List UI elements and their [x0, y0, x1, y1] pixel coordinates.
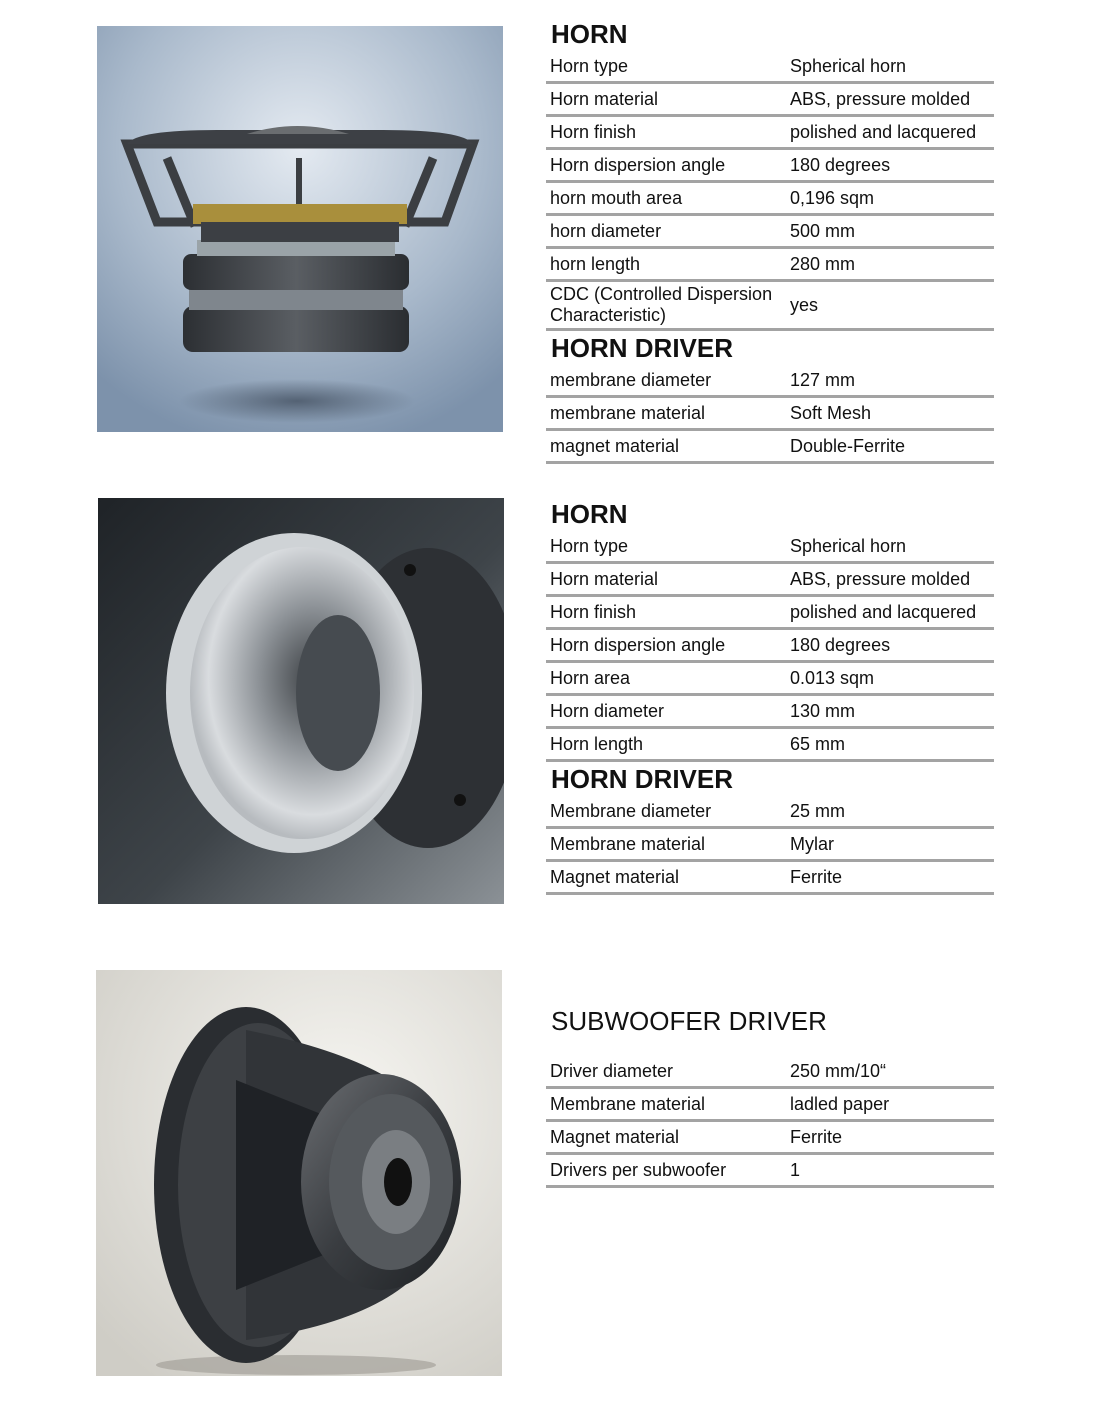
spec-label: Driver diameter — [550, 1060, 674, 1081]
spec-value: Ferrite — [790, 866, 843, 887]
spec-value: ABS, pressure molded — [790, 568, 971, 589]
spec-value: Soft Mesh — [790, 402, 872, 423]
spec-label: Horn finish — [550, 121, 637, 142]
spec-row — [546, 216, 994, 249]
spec-value: 65 mm — [790, 733, 846, 754]
spec-value: polished and lacquered — [790, 121, 977, 142]
spec-row — [546, 398, 994, 431]
horn-driver-heading: HORN DRIVER — [551, 764, 734, 794]
spec-section-3 — [546, 1006, 994, 1188]
spec-label: horn diameter — [550, 220, 662, 241]
spec-label: membrane material — [550, 402, 706, 423]
spec-row — [546, 1089, 994, 1122]
spec-value: yes — [790, 294, 819, 315]
spec-value: Ferrite — [790, 1126, 843, 1147]
spec-value: polished and lacquered — [790, 601, 977, 622]
spec-row — [546, 663, 994, 696]
horn-driver-heading: HORN DRIVER — [551, 333, 734, 363]
spec-row — [546, 564, 994, 597]
spec-label: Membrane material — [550, 833, 706, 854]
spec-row — [546, 1155, 994, 1188]
spec-row — [546, 597, 994, 630]
subwoofer-driver-photo — [96, 970, 502, 1376]
spec-row — [546, 862, 994, 895]
spec-row — [546, 796, 994, 829]
spec-label: Membrane diameter — [550, 800, 712, 821]
spec-row — [546, 431, 994, 464]
spec-row — [546, 1122, 994, 1155]
spec-label: Horn dispersion angle — [550, 154, 726, 175]
horn-heading: HORN — [551, 19, 628, 49]
spec-section-1 — [546, 19, 994, 464]
spec-value: ABS, pressure molded — [790, 88, 971, 109]
spec-value: 280 mm — [790, 253, 856, 274]
horn-heading: HORN — [551, 499, 628, 529]
spec-row — [546, 150, 994, 183]
spec-value: 130 mm — [790, 700, 856, 721]
spec-label: Horn finish — [550, 601, 637, 622]
spec-value: 127 mm — [790, 369, 856, 390]
spec-row — [546, 696, 994, 729]
spec-value: 25 mm — [790, 800, 846, 821]
spec-label: Horn dispersion angle — [550, 634, 726, 655]
spec-row — [546, 630, 994, 663]
spec-value: 500 mm — [790, 220, 856, 241]
spec-value: Mylar — [790, 833, 834, 854]
spec-row — [546, 365, 994, 398]
spec-label: Horn diameter — [550, 700, 665, 721]
spec-section-2 — [546, 499, 994, 895]
spec-row — [546, 829, 994, 862]
spec-row — [546, 117, 994, 150]
tweeter-horn-photo — [98, 498, 504, 904]
spec-value: Spherical horn — [790, 535, 907, 556]
spec-label: Membrane material — [550, 1093, 706, 1114]
spec-label: Horn area — [550, 667, 631, 688]
spec-label: Horn type — [550, 55, 629, 76]
spec-row — [546, 51, 994, 84]
spec-value: Spherical horn — [790, 55, 907, 76]
subwoofer-driver-heading: SUBWOOFER DRIVER — [551, 1006, 827, 1036]
spec-value: 250 mm/10“ — [790, 1060, 887, 1081]
spec-label: Magnet material — [550, 866, 680, 887]
spec-row — [546, 531, 994, 564]
spec-label: CDC (Controlled Dispersion Characteristic) — [550, 284, 773, 325]
spec-value: ladled paper — [790, 1093, 890, 1114]
spec-value: 180 degrees — [790, 634, 891, 655]
spec-label: Horn material — [550, 88, 659, 109]
spec-row — [546, 183, 994, 216]
spec-value: 0.013 sqm — [790, 667, 875, 688]
midrange-driver-photo — [97, 26, 503, 432]
spec-value: 1 — [790, 1159, 801, 1180]
spec-row — [546, 84, 994, 117]
spec-label: Horn length — [550, 733, 644, 754]
spec-value: 0,196 sqm — [790, 187, 875, 208]
spec-label: horn mouth area — [550, 187, 683, 208]
spec-label: Horn material — [550, 568, 659, 589]
spec-label: magnet material — [550, 435, 680, 456]
spec-label: horn length — [550, 253, 641, 274]
spec-label: Magnet material — [550, 1126, 680, 1147]
spec-label: membrane diameter — [550, 369, 712, 390]
spec-row — [546, 1056, 994, 1089]
spec-row — [546, 249, 994, 282]
spec-label: Horn type — [550, 535, 629, 556]
spec-label: Drivers per subwoofer — [550, 1159, 727, 1180]
spec-row — [546, 729, 994, 762]
spec-value: 180 degrees — [790, 154, 891, 175]
spec-value: Double-Ferrite — [790, 435, 906, 456]
spec-row — [546, 282, 994, 331]
